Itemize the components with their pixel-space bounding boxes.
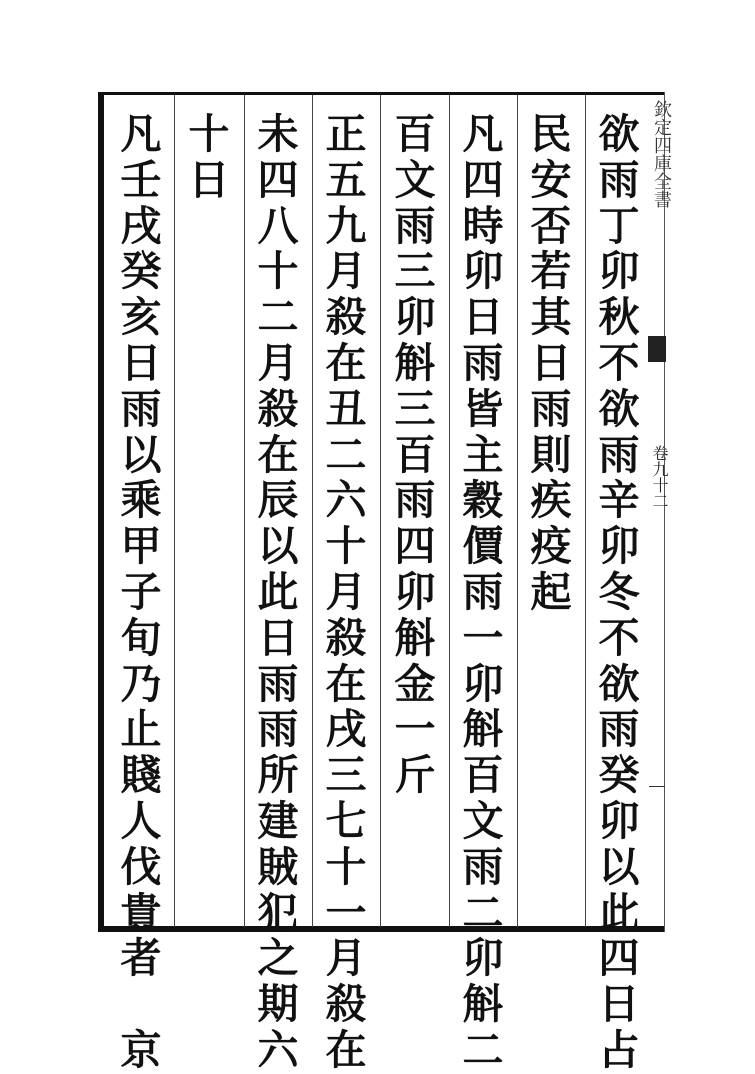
glyph: 疫 — [530, 522, 572, 571]
glyph: 不 — [598, 338, 640, 387]
glyph: 卯 — [598, 247, 640, 296]
glyph: 京 — [120, 1025, 162, 1074]
glyph: 卯 — [394, 567, 436, 616]
glyph: 雨 — [598, 430, 640, 479]
glyph: 以 — [120, 430, 162, 479]
text-column-7 — [178, 112, 240, 204]
glyph: 未 — [257, 110, 299, 158]
glyph: 四 — [462, 155, 504, 204]
glyph: 四 — [394, 522, 436, 571]
glyph: 欲 — [598, 659, 640, 708]
glyph: 文 — [462, 796, 504, 845]
text-column-6 — [247, 112, 309, 1074]
glyph: 六 — [325, 476, 367, 525]
glyph: 雨 — [120, 384, 162, 433]
glyph: 貴 — [120, 888, 162, 937]
glyph: 辰 — [257, 476, 299, 525]
glyph: 文 — [394, 155, 436, 204]
glyph: 在 — [325, 659, 367, 708]
glyph: 雨 — [394, 476, 436, 525]
glyph: 民 — [530, 110, 572, 158]
glyph: 安 — [530, 155, 572, 204]
glyph: 疾 — [530, 476, 572, 525]
glyph: 日 — [530, 338, 572, 387]
glyph: 百 — [394, 110, 436, 158]
glyph: 雨 — [462, 567, 504, 616]
glyph: 戌 — [120, 201, 162, 250]
glyph: 十 — [257, 247, 299, 296]
text-column-3 — [452, 112, 514, 1074]
glyph: 十 — [325, 842, 367, 891]
glyph: 所 — [257, 751, 299, 800]
glyph: 止 — [120, 705, 162, 754]
glyph: 日 — [257, 613, 299, 662]
glyph: 秋 — [598, 293, 640, 342]
column-rule — [312, 95, 313, 927]
glyph: 百 — [394, 430, 436, 479]
glyph: 此 — [257, 567, 299, 616]
column-rule — [174, 95, 175, 927]
glyph: 十 — [325, 522, 367, 571]
glyph: 人 — [120, 796, 162, 845]
glyph: 皆 — [462, 384, 504, 433]
glyph: 丑 — [325, 384, 367, 433]
glyph: 卯 — [462, 934, 504, 983]
glyph: 在 — [325, 1025, 367, 1074]
column-rule — [449, 95, 450, 927]
glyph: 一 — [394, 705, 436, 754]
glyph: 則 — [530, 430, 572, 479]
glyph: 雨 — [462, 338, 504, 387]
glyph: 月 — [257, 338, 299, 387]
glyph: 卯 — [394, 293, 436, 342]
glyph: 占 — [598, 1025, 640, 1074]
gutter-rule — [649, 786, 665, 787]
glyph: 在 — [325, 338, 367, 387]
text-column-1 — [588, 112, 650, 1074]
glyph: 子 — [120, 567, 162, 616]
volume-label: 卷九十二 — [650, 445, 669, 509]
glyph: 雨 — [394, 201, 436, 250]
glyph: 三 — [325, 751, 367, 800]
text-column-4 — [384, 112, 446, 799]
glyph: 殺 — [325, 613, 367, 662]
glyph: 日 — [120, 338, 162, 387]
glyph: 戌 — [325, 705, 367, 754]
glyph: 期 — [257, 980, 299, 1029]
glyph: 殺 — [325, 293, 367, 342]
glyph: 時 — [462, 201, 504, 250]
glyph: 六 — [257, 1025, 299, 1074]
glyph: 主 — [462, 430, 504, 479]
glyph: 雨 — [530, 384, 572, 433]
text-column-5 — [315, 112, 377, 1074]
glyph: 三 — [394, 247, 436, 296]
glyph: 一 — [462, 613, 504, 662]
glyph: 賊 — [257, 842, 299, 891]
glyph: 卯 — [598, 796, 640, 845]
column-rule — [585, 95, 586, 927]
glyph: 四 — [257, 155, 299, 204]
glyph: 辛 — [598, 476, 640, 525]
glyph: 二 — [462, 888, 504, 937]
glyph: 殺 — [325, 980, 367, 1029]
glyph: 卯 — [462, 659, 504, 708]
glyph: 卯 — [598, 522, 640, 571]
glyph: 者 — [120, 934, 162, 983]
glyph: 不 — [598, 613, 640, 662]
glyph: 五 — [325, 155, 367, 204]
glyph: 斛 — [394, 338, 436, 387]
glyph: 凡 — [462, 110, 504, 158]
glyph: 百 — [462, 751, 504, 800]
column-rule — [517, 95, 518, 927]
book-title: 欽定四庫全書 — [651, 100, 672, 208]
glyph: 金 — [394, 659, 436, 708]
glyph: 雨 — [598, 705, 640, 754]
column-rule — [244, 95, 245, 927]
glyph: 旬 — [120, 613, 162, 662]
glyph: 日 — [598, 980, 640, 1029]
glyph: 若 — [530, 247, 572, 296]
glyph: 十 — [188, 110, 230, 158]
glyph: 雨 — [257, 705, 299, 754]
glyph: 亥 — [120, 293, 162, 342]
glyph: 雨 — [598, 155, 640, 204]
glyph: 斤 — [394, 751, 436, 800]
glyph: 癸 — [598, 751, 640, 800]
glyph: 欲 — [598, 110, 640, 158]
glyph: 乘 — [120, 476, 162, 525]
glyph: 甲 — [120, 522, 162, 571]
glyph: 之 — [257, 934, 299, 983]
fishtail-mark — [648, 336, 666, 362]
glyph: 建 — [257, 796, 299, 845]
page-gutter — [650, 95, 670, 925]
glyph: 壬 — [120, 155, 162, 204]
glyph: 冬 — [598, 567, 640, 616]
glyph: 卯 — [462, 247, 504, 296]
glyph: 日 — [188, 155, 230, 204]
glyph: 價 — [462, 522, 504, 571]
glyph: 欲 — [598, 384, 640, 433]
glyph: 二 — [462, 1025, 504, 1074]
glyph: 七 — [325, 796, 367, 845]
glyph: 月 — [325, 247, 367, 296]
glyph: 否 — [530, 201, 572, 250]
glyph: 二 — [325, 430, 367, 479]
glyph: 賤 — [120, 751, 162, 800]
glyph: 乃 — [120, 659, 162, 708]
glyph: 斛 — [462, 705, 504, 754]
glyph: 在 — [257, 430, 299, 479]
glyph: 三 — [394, 384, 436, 433]
glyph: 穀 — [462, 476, 504, 525]
glyph: 以 — [257, 522, 299, 571]
glyph: 伐 — [120, 842, 162, 891]
glyph: 此 — [598, 888, 640, 937]
glyph: 起 — [530, 567, 572, 616]
glyph: 月 — [325, 567, 367, 616]
glyph: 其 — [530, 293, 572, 342]
glyph: 八 — [257, 201, 299, 250]
glyph: 九 — [325, 201, 367, 250]
glyph: 二 — [257, 293, 299, 342]
column-rule — [380, 95, 381, 927]
glyph: 殺 — [257, 384, 299, 433]
glyph: 斛 — [462, 980, 504, 1029]
glyph: 丁 — [598, 201, 640, 250]
glyph — [134, 982, 148, 1028]
glyph: 雨 — [257, 659, 299, 708]
glyph: 斛 — [394, 613, 436, 662]
glyph: 日 — [462, 293, 504, 342]
glyph: 犯 — [257, 888, 299, 937]
text-column-2 — [520, 112, 582, 616]
glyph: 一 — [325, 888, 367, 937]
glyph: 凡 — [120, 110, 162, 158]
text-column-8 — [110, 112, 172, 1074]
glyph: 正 — [325, 110, 367, 158]
glyph: 月 — [325, 934, 367, 983]
glyph: 癸 — [120, 247, 162, 296]
glyph: 四 — [598, 934, 640, 983]
glyph: 以 — [598, 842, 640, 891]
glyph: 雨 — [462, 842, 504, 891]
